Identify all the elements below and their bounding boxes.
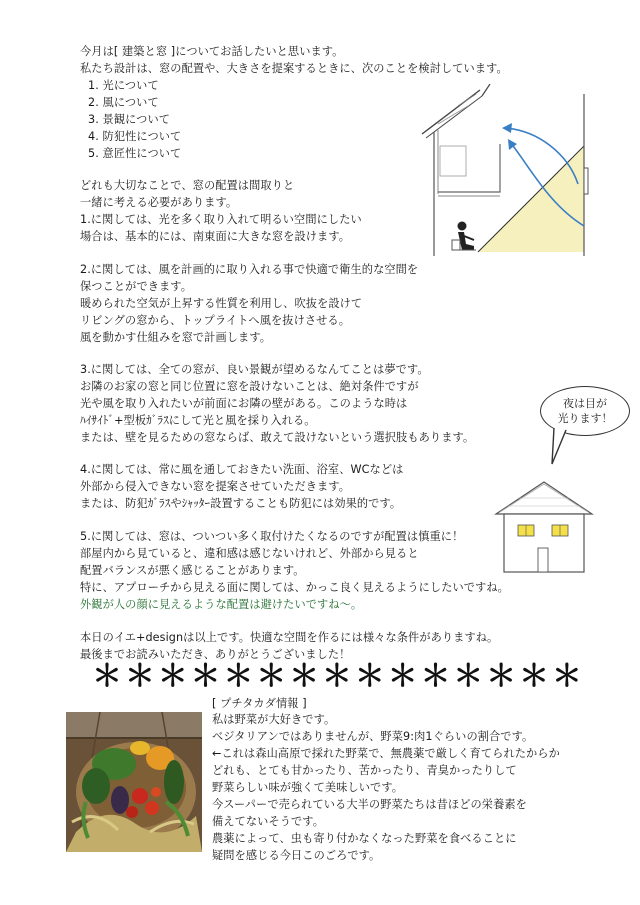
summary-line: どれも大切なことで、窓の配置は間取りと [80, 179, 295, 192]
bubble-text: 光ります！ [557, 412, 613, 425]
star-glyph: ＊ [190, 659, 221, 694]
section-wind-line: 暖められた空気が上昇する性質を利用し、吹抜を設けて [80, 297, 363, 310]
section-view-line: ﾊｲｻｲﾄﾞ+型板ｶﾞﾗｽにして光と風を採り入れる。 [80, 414, 316, 427]
star-glyph: ＊ [518, 659, 549, 694]
tidbit-line: 野菜らしい味が強くて美味しいです。 [212, 781, 403, 794]
star-glyph: ＊ [453, 659, 484, 694]
tidbit-line: 疑問を感じる今日このごろです。 [212, 849, 381, 862]
section-security-line: 外部から侵入できない窓を提案させていただきます。 [80, 480, 351, 493]
eggplant [111, 786, 129, 814]
floor-slab [438, 144, 500, 192]
section-security-line: 4.に関しては、常に風を通しておきたい洗面、浴室、WCなどは [80, 463, 404, 476]
list-item: 3. 景観について [88, 113, 171, 126]
list-item: 2. 風について [88, 96, 159, 109]
star-glyph: ＊ [256, 659, 287, 694]
star-glyph: ＊ [387, 659, 418, 694]
bubble-tail [548, 428, 572, 468]
star-glyph: ＊ [420, 659, 451, 694]
list-item: 5. 意匠性について [88, 147, 182, 160]
section-design-line: 部屋内から見ていると、違和感は感じないけれど、外部から見ると [80, 547, 419, 560]
section-wind-line: 2.に関しては、風を計画的に取り入れる事で快適で衛生的な空間を [80, 263, 419, 276]
house-face-illustration [494, 478, 594, 574]
section-wind-line: 保つことができます。 [80, 280, 192, 293]
cucumber [164, 760, 184, 804]
section-design-line: 配置バランスが悪く感じることがあります。 [80, 564, 305, 577]
star-glyph: ＊ [551, 659, 582, 694]
tidbit-heading: [ プチタカダ情報 ] [212, 697, 307, 710]
closing-line: 最後までお読みいただき、ありがとうございました！ [80, 648, 351, 661]
section-view-line: 光や風を取り入れたいが前面にお隣の壁がある。このような時は [80, 397, 408, 410]
section-view-line: または、壁を見るための窓ならば、敢えて設けないという選択肢もあります。 [80, 431, 475, 444]
section-light-line: 場合は、基本的には、南東面に大きな窓を設けます。 [80, 230, 351, 243]
house-section-illustration [418, 84, 602, 256]
summary-line: 一緒に考える必要があります。 [80, 196, 238, 209]
section-view-line: お隣のお家の窓と同じ位置に窓を設けないことは、絶対条件ですが [80, 380, 419, 393]
list-item: 1. 光について [88, 79, 159, 92]
section-wind-line: リビングの窓から、トップライトへ風を抜けさせる。 [80, 314, 351, 327]
tidbit-line: 私は野菜が大好きです。 [212, 713, 336, 726]
section-design-line: 5.に関しては、窓は、ついつい多く取付けたくなるのですが配置は慎重に！ [80, 530, 464, 543]
section-wind-line: 風を動かす仕組みを窓で計画します。 [80, 331, 271, 344]
star-separator [92, 659, 582, 694]
intro-line: 私たち設計は、窓の配置や、大きさを提案するときに、次のことを検討しています。 [80, 62, 508, 75]
star-glyph: ＊ [223, 659, 254, 694]
tidbit-line: 農薬によって、虫も寄り付かなくなった野菜を食べることに [212, 832, 517, 845]
person-figure [458, 222, 467, 231]
list-item: 4. 防犯性について [88, 130, 182, 143]
star-glyph: ＊ [92, 659, 122, 694]
star-glyph: ＊ [321, 659, 352, 694]
star-glyph: ＊ [124, 659, 155, 694]
tidbit-line: ←これは森山高原で採れた野菜で、無農薬で厳しく育てられたからか [212, 747, 560, 760]
house-door [538, 548, 548, 572]
star-glyph: ＊ [354, 659, 385, 694]
bubble-text: 夜は目が [563, 397, 607, 410]
tidbit-line: 今スーパーで売られている大半の野菜たちは昔ほどの栄養素を [212, 798, 527, 811]
closing-line: 本日のイエ+designは以上です。快適な空間を作るには様々な条件がありますね。 [80, 631, 499, 644]
section-design-line: 特に、アプローチから見える面に関しては、かっこ良く見えるようにしたいですね。 [80, 581, 509, 594]
tidbit-line: 備えてないそうです。 [212, 815, 324, 828]
section-design-highlight: 外観が人の顔に見えるような配置は避けたいですね～。 [80, 598, 363, 611]
tidbit-line: ベジタリアンではありませんが、野菜9:肉1ぐらいの割合です。 [212, 730, 534, 743]
vegetable-photo [66, 712, 202, 852]
section-security-line: または、防犯ｶﾞﾗｽやｼｬｯﾀｰ設置することも防犯には効果的です。 [80, 497, 402, 510]
star-glyph: ＊ [486, 659, 517, 694]
intro-line: 今月は[ 建築と窓 ]についてお話したいと思います。 [80, 45, 344, 58]
side-window [584, 168, 588, 194]
section-light-line: 1.に関しては、光を多く取り入れて明るい空間にしたい [80, 213, 362, 226]
star-glyph: ＊ [289, 659, 320, 694]
star-glyph: ＊ [157, 659, 188, 694]
yellow-pepper [130, 741, 150, 755]
tomato [132, 788, 148, 804]
section-view-line: 3.に関しては、全ての窓が、良い景観が望めるなんてことは夢です。 [80, 363, 429, 376]
tidbit-line: どれも、とても甘かったり、苦かったり、青臭かったりして [212, 764, 517, 777]
